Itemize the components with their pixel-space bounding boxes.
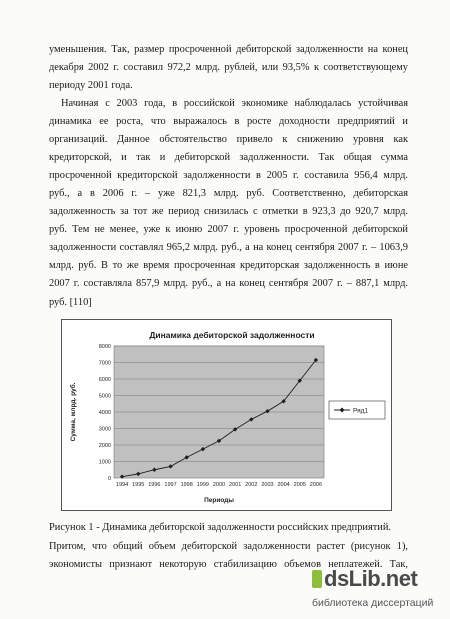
text-line: руб., а в 2006 г. – уже 821,3 млрд. руб. Соответственно, дебиторская: [49, 188, 408, 199]
y-tick-label: 5000: [98, 393, 111, 400]
x-tick-label: 2002: [245, 482, 258, 488]
text-line: просроченной кредиторской задолженности в 2005 г. составила 956,4 млрд.: [49, 170, 408, 181]
y-tick-label: 1000: [98, 459, 111, 466]
text-line: декабря 2002 г. составил 972,2 млрд. рублей, или 93,5% к соответствующему: [49, 62, 408, 73]
text-line: руб. [110]: [49, 297, 92, 308]
y-tick-label: 8000: [98, 344, 111, 350]
legend-label: Ряд1: [353, 407, 369, 415]
y-tick-label: 0: [107, 476, 111, 482]
x-tick-label: 2000: [212, 482, 226, 488]
x-tick-label: 2003: [261, 482, 274, 488]
text-line: динамика ее роста, что выражалось в росте доходности предприятий и: [49, 116, 408, 127]
text-line: млрд. руб. В то же время просроченная кредиторская задолженность в июне: [49, 260, 408, 271]
x-tick-label: 1994: [115, 482, 129, 488]
watermark[interactable]: [312, 566, 448, 616]
y-axis-label: Сумма, млрд. руб.: [70, 382, 77, 442]
dslib-logo-icon: [312, 570, 322, 588]
chart-title: Динамика дебиторской задолженности: [149, 330, 315, 340]
text-line: Начиная с 2003 года, в российской экономике наблюдалась устойчивая: [61, 98, 408, 109]
x-tick-label: 1997: [164, 482, 177, 488]
text-line: периоду 2001 года.: [49, 80, 133, 91]
x-tick-label: 2004: [277, 482, 290, 488]
y-tick-label: 4000: [98, 410, 111, 416]
y-axis-ticks: [99, 344, 111, 482]
chart: [61, 319, 392, 511]
x-tick-label: 1995: [132, 482, 145, 488]
x-tick-label: 1999: [196, 482, 209, 488]
text-line: организаций. Данное обстоятельство привело к снижению уровня как: [49, 134, 408, 145]
text-line: задолженности составлял 965,2 млрд. руб., а на конец сентября 2007 г. – 1063,9: [49, 242, 408, 253]
y-tick-label: 2000: [98, 443, 111, 449]
x-axis-ticks: [116, 482, 322, 488]
x-tick-label: 2005: [293, 482, 306, 488]
watermark-subtitle: библиотека диссертаций: [312, 597, 434, 609]
x-tick-label: 2001: [229, 482, 242, 488]
x-axis-label: Периоды: [204, 497, 234, 504]
y-tick-label: 7000: [98, 360, 111, 367]
text-line: 2007 г. составляла 857,9 млрд. руб., а на конец сентября 2007 г. – 887,1 млрд.: [49, 278, 408, 289]
text-line: экономисты признают некоторую стабилизацию объемов неплатежей. Так,: [49, 559, 408, 570]
x-tick-label: 1996: [148, 482, 161, 488]
text-line: уменьшения. Так, размер просроченной дебиторской задолженности на конец: [49, 44, 408, 55]
text-line: руб. Тем не менее, уже к июню 2007 г. уровень просроченной дебиторской: [49, 224, 408, 235]
watermark-logo: dsLib.net: [324, 566, 418, 591]
x-tick-label: 1998: [180, 482, 193, 488]
y-tick-label: 3000: [98, 426, 111, 433]
chart-svg: [62, 320, 391, 510]
figure-caption: Рисунок 1 - Динамика дебиторской задолженности российских предприятий.: [49, 522, 392, 533]
x-tick-label: 2006: [309, 482, 323, 488]
text-line: кредиторской, и так и дебиторской задолженности. Так общая сумма: [49, 152, 408, 163]
y-tick-label: 6000: [98, 377, 111, 383]
text-line: задолженность за тот же период снизилась с отметки в 923,3 до 920,7 млрд.: [49, 206, 408, 217]
text-line: Притом, что общий объем дебиторской задолженности растет (рисунок 1),: [49, 541, 408, 552]
